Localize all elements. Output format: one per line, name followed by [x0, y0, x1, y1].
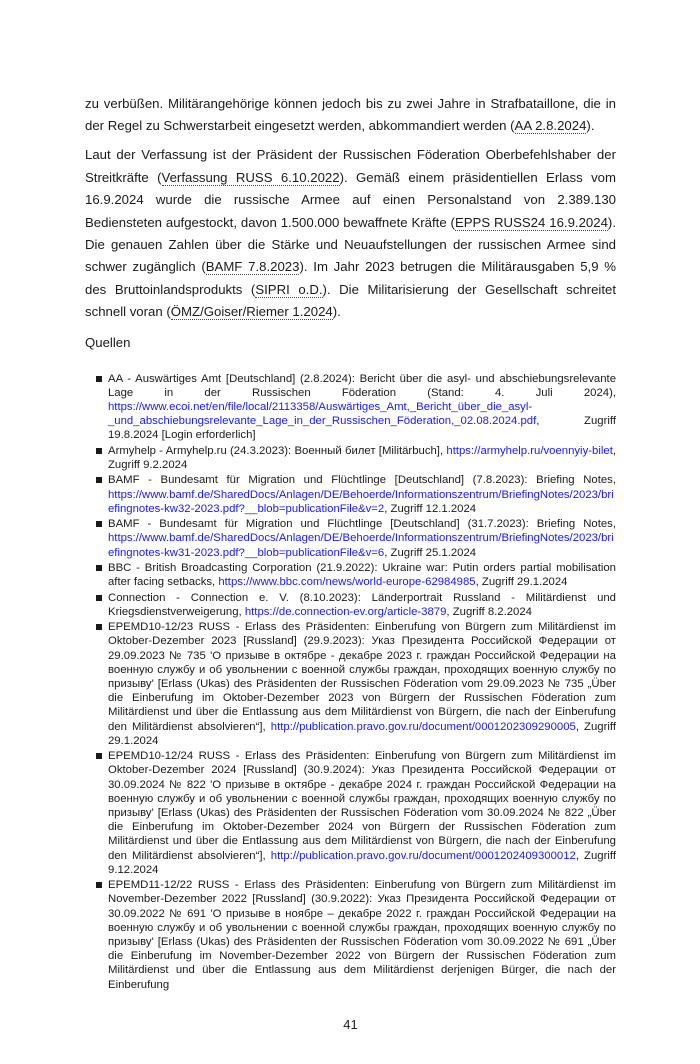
source-item [108, 561, 616, 589]
source-item [108, 444, 616, 472]
source-text: BBC - British Broadcasting Corporation (21.9.2022): Ukraine war: Putin orders partial mobilisation after facing setbacks, [108, 562, 616, 589]
paragraph-2 [85, 144, 616, 323]
source-item [108, 878, 616, 992]
bullet-icon [96, 477, 102, 483]
source-access-date: , Zugriff 29.1.2024 [475, 576, 568, 589]
source-text: EPEMD10-12/24 RUSS - Erlass des Präsidenten: Einberufung von Bürgern zum Militärdienst im Oktober-Dezember 2024 [Russland] (30.9.2024): Указ Президента Российской Федерации от 30.09.2024 № 822 'О призыве в октябре - декабре 2024 г. граждан Российской Федерации на военную службу и об увольнении с военной службы граждан, проходящих военную службу по призыву' [Erlass (Ukas) des Präsidenten der Russischen Föderation vom 30.09.2024 № 822 „Über die Einberufung im Oktober-Dezember 2024 von Bürgern der Russischen Föderation zum Militärdienst und über die Entlassung aus dem Militärdienst von Bürgern, die nach der Einberufung den Militärdienst absolvieren“], [108, 750, 616, 862]
source-link[interactable]: https://www.bbc.com/news/world-europe-62984985 [218, 576, 476, 589]
source-item [108, 591, 616, 619]
text: ). [332, 304, 341, 320]
bullet-icon [96, 376, 102, 382]
text: zu verbüßen. Militärangehörige können jedoch bis zu zwei Jahre in Strafbataillone, die in der Regel zu Schwerstarbeit eingesetzt werden, abkommandiert werden ( [85, 96, 616, 134]
citation-link[interactable]: AA 2.8.2024 [514, 118, 587, 134]
source-item [108, 620, 616, 748]
text: ). Die genauen Zahlen über die Stärke und Neuaufstellungen der russischen Armee sind schwer zugänglich ( [85, 214, 616, 275]
text: ). [586, 118, 595, 134]
source-item [108, 372, 616, 443]
source-access-date: , Zugriff 8.2.2024 [446, 605, 532, 618]
source-link[interactable]: http://publication.pravo.gov.ru/document/0001202409300012 [270, 849, 576, 862]
source-text: EPEMD11-12/22 RUSS - Erlass des Präsidenten: Einberufung von Bürgern zum Militärdienst im November-Dezember 2022 [Russland] (30.9.2022): Указ Президента Российской Федерации от 30.09.2022 № 691 'О призыве в ноябре – декабре 2022 г. граждан Российской Федерации на военную службу и об увольнении с военной службы граждан, проходящих военную службу по призыву' [Erlass (Ukas) des Präsidenten der Russischen Föderation vom 30.09.2022 № 691 „Über die Einberufung im November-Dezember 2022 von Bürgern der Russischen Föderation zum Militärdienst und über die Entlassung aus dem Militärdienst derjenigen Bürger, die nach der Einberufung [108, 879, 616, 991]
bullet-icon [96, 565, 102, 571]
bullet-icon [96, 882, 102, 888]
citation-link[interactable]: SIPRI o.D. [255, 281, 323, 297]
text: ). Gemäß einem präsidentiellen Erlass vom 16.9.2024 wurde die russische Armee auf einen Personalstand von 2.389.130 Bediensteten aufgestockt, davon 1.500.000 bewaffnete Kräfte ( [85, 169, 616, 230]
source-text: BAMF - Bundesamt für Migration und Flüchtlinge [Deutschland] (7.8.2023): Briefing Notes, [108, 474, 616, 487]
citation-link[interactable]: BAMF 7.8.2023 [205, 259, 300, 275]
source-text: EPEMD10-12/23 RUSS - Erlass des Präsidenten: Einberufung von Bürgern zum Militärdienst im Oktober-Dezember 2023 [Russland] (29.9.2023): Указ Президента Российской Федерации от 29.09.2023 № 735 'О призыве в октябре - декабре 2023 г. граждан Российской Федерации на военную службу и об увольнении с военной службы граждан, проходящих военную службу по призыву' [Erlass (Ukas) des Präsidenten der Russischen Föderation vom 29.09.2023 № 735 „Über die Einberufung im Oktober-Dezember 2023 von Bürgern der Russischen Föderation zum Militärdienst und über die Entlassung aus dem Militärdienst von Bürgern, die nach der Einberufung den Militärdienst absolvieren“], [108, 621, 616, 733]
source-access-date: , Zugriff 29.1.2024 [108, 720, 617, 747]
source-link[interactable]: https://armyhelp.ru/voennyiy-bilet [446, 444, 613, 457]
bullet-icon [96, 521, 102, 527]
text: Laut der Verfassung ist der Präsident der Russischen Föderation Oberbefehlshaber der Streitkräfte ( [85, 147, 616, 185]
citation-link[interactable]: Verfassung RUSS 6.10.2022 [161, 169, 340, 185]
citation-link[interactable]: EPPS RUSS24 16.9.2024 [454, 214, 608, 230]
citation-link[interactable]: ÖMZ/Goiser/Riemer 1.2024 [170, 304, 333, 320]
bullet-icon [96, 753, 102, 759]
source-item [108, 473, 616, 516]
sources-heading: Quellen [85, 334, 131, 350]
source-text: Armyhelp - Armyhelp.ru (24.3.2023): Военный билет [Militärbuch], [108, 444, 447, 457]
source-text: Connection - Connection e. V. (8.10.2023): Länderportrait Russland - Militärdienst und Kriegsdienstverweigerung, [108, 591, 616, 618]
source-link[interactable]: https://www.ecoi.net/en/file/local/2113358/Auswärtiges_Amt,_Bericht_über_die_asyl-_und_abschiebungsrelevante_Lage_in_der_Russischen_Föderation,_02.08.2024.pdf [108, 401, 537, 428]
sources-list [108, 372, 616, 992]
source-access-date: , Zugriff 25.1.2024 [384, 546, 477, 559]
source-text: AA - Auswärtiges Amt [Deutschland] (2.8.2024): Bericht über die asyl- und abschiebungsrelevante Lage in der Russischen Föderation (Stand: 4. Juli 2024), [108, 372, 616, 399]
bullet-icon [96, 624, 102, 630]
source-link[interactable]: https://www.bamf.de/SharedDocs/Anlagen/DE/Behoerde/Informationszentrum/BriefingNotes/2023/briefingnotes-kw32-2023.pdf?__blob=publicationFile&v=2 [108, 488, 614, 515]
source-item [108, 749, 616, 877]
paragraph-1 [85, 93, 616, 138]
page-number: 41 [343, 1016, 358, 1032]
source-access-date: , Zugriff 19.8.2024 [Login erforderlich] [108, 415, 616, 442]
source-access-date: , Zugriff 12.1.2024 [384, 502, 477, 515]
source-link[interactable]: http://publication.pravo.gov.ru/document/0001202309290005 [270, 720, 576, 733]
source-access-date: , Zugriff 9.12.2024 [108, 849, 617, 876]
text: ). Die Militarisierung der Gesellschaft schreitet schnell voran ( [85, 281, 617, 320]
text: ). Im Jahr 2023 betrugen die Militärausgaben 5,9 % des Bruttoinlandsprodukts ( [85, 259, 617, 297]
source-access-date: , Zugriff 9.2.2024 [108, 444, 616, 472]
bullet-icon [96, 448, 102, 454]
bullet-icon [96, 595, 102, 601]
source-link[interactable]: https://de.connection-ev.org/article-3879 [244, 605, 447, 618]
source-text: BAMF - Bundesamt für Migration und Flüchtlinge [Deutschland] (31.7.2023): Briefing Notes, [108, 518, 616, 531]
source-item [108, 517, 616, 560]
source-link[interactable]: https://www.bamf.de/SharedDocs/Anlagen/DE/Behoerde/Informationszentrum/BriefingNotes/2023/briefingnotes-kw31-2023.pdf?__blob=publicationFile&v=6 [108, 532, 614, 559]
